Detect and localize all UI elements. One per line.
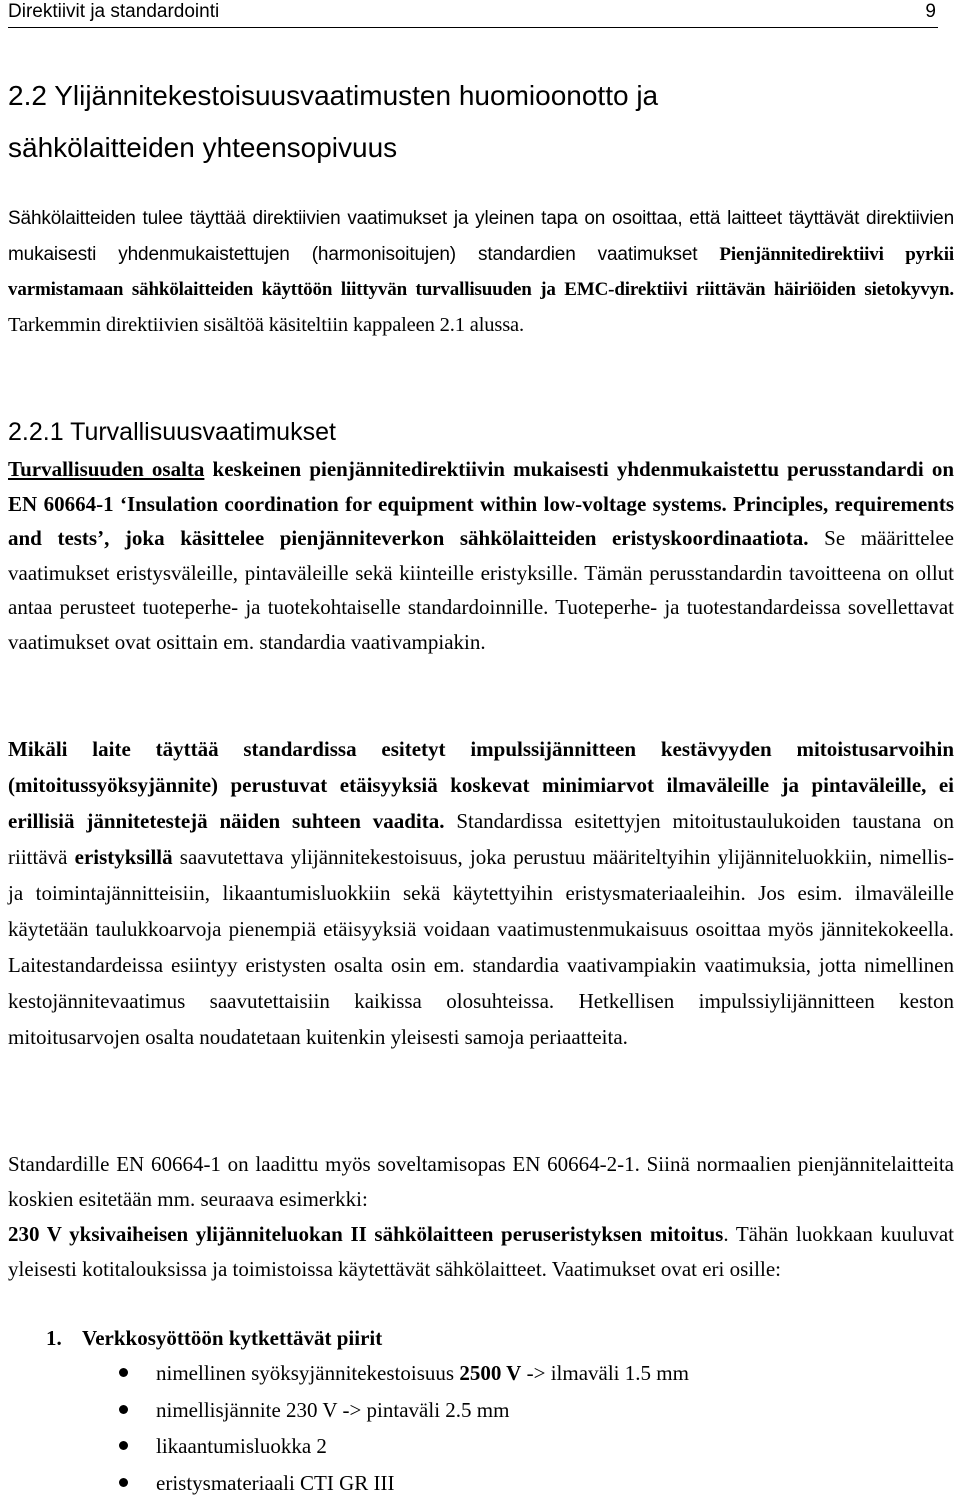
bullet-text: nimellisjännite 230 V -> pintaväli 2.5 mm bbox=[156, 1398, 509, 1422]
clearance-bold-2: eristyksillä bbox=[75, 845, 173, 869]
numbered-list bbox=[8, 1321, 938, 1355]
section-heading-line1: 2.2 Ylijännitekestoisuusvaatimusten huomioonotto ja bbox=[8, 80, 658, 111]
intro-text-2: Tarkemmin direktiivien sisältöä käsiteltiin kappaleen 2.1 alussa. bbox=[8, 314, 524, 336]
list-item-number: 1. bbox=[8, 1321, 82, 1355]
example-bold: 230 V yksivaiheisen ylijänniteluokan II sähkölaitteen peruseristyksen mitoitus bbox=[8, 1222, 723, 1246]
clearance-bold-1: Mikäli laite täyttää standardissa esitetyt impulssijännitteen kestävyyden mitoistusarvoihin (mitoitussyöksyjännite) perustuvat etäisyyksiä koskevat minimiarvot ilmaväleille ja pintaväleille, ei erillisiä jännitetestejä näiden suhteen vaadita. bbox=[8, 737, 954, 833]
bullet-text: nimellinen syöksyjännitekestoisuus bbox=[156, 1361, 459, 1385]
numbered-list-item bbox=[8, 1321, 938, 1355]
bullet-icon bbox=[119, 1405, 128, 1414]
bullet-icon bbox=[119, 1368, 128, 1377]
example-text-2: . Tähän luokkaan kuuluvat yleisesti kotitalouksissa ja toimistoissa käytettävät sähkölaitteet. Vaatimukset ovat eri osille: bbox=[8, 1222, 954, 1281]
bullet-text: eristysmateriaali CTI GR III bbox=[156, 1471, 395, 1495]
paragraph-safety bbox=[8, 452, 954, 660]
paragraph-clearance bbox=[8, 731, 954, 1055]
section-heading bbox=[8, 70, 938, 174]
bullet-item bbox=[8, 1392, 938, 1429]
header-title: Direktiivit ja standardointi bbox=[8, 0, 219, 24]
subsection-heading: 2.2.1 Turvallisuusvaatimukset bbox=[8, 412, 938, 452]
bullet-item bbox=[8, 1428, 938, 1465]
safety-underlined: Turvallisuuden osalta bbox=[8, 457, 204, 481]
bullet-text-post: -> ilmaväli 1.5 mm bbox=[521, 1361, 689, 1385]
intro-text-1: Sähkölaitteiden tulee täyttää direktiivien vaatimukset ja yleinen tapa on osoittaa, että laitteet täyttävät direktiivien mukaisesti yhdenmukaistettujen (harmonisoitujen) standardien vaatimukset bbox=[8, 208, 954, 265]
bullet-item bbox=[8, 1465, 938, 1501]
bullet-bold: 2500 V bbox=[459, 1361, 521, 1385]
clearance-text-2: saavutettava ylijännitekestoisuus, joka perustuu määriteltyihin ylijänniteluokkiin, nimellis- ja toimintajännitteisiin, likaantumisluokkiin sekä käytettyihin eristysmateriaaleihin. Jos esim. ilmaväleille käytetään taulukkoarvoja pienempiä etäisyyksiä voidaan vaatimustenmukaisuus osoittaa myös jännitekokeella. Laitestandardeissa esiintyy eristysten osalta osin em. standardia vaativampiakin vaatimuksia, jotta nimellinen kestojännitevaatimus saavutettaisiin kaikissa olosuhteissa. Hetkellisen impulssiylijännitteen keston mitoitusarvojen osalta noudatetaan kuitenkin yleisesti samoja periaatteita. bbox=[8, 845, 954, 1049]
clearance-text-1: Standardissa esitettyjen mitoitustaulukoiden taustana on riittävä bbox=[8, 809, 954, 869]
section-heading-line2: sähkölaitteiden yhteensopivuus bbox=[8, 132, 397, 163]
safety-bold: keskeinen pienjännitedirektiivin mukaisesti yhdenmukaistettu perusstandardi on EN 60664-1 ‘Insulation coordination for equipment within low-voltage systems. Principles, requirements and tests’, joka käsittelee pienjänniteverkon sähkölaitteiden eristyskoordinaatiota. bbox=[8, 457, 954, 550]
running-header bbox=[8, 0, 938, 28]
bullet-text: likaantumisluokka 2 bbox=[156, 1434, 327, 1458]
example-text-1: Standardille EN 60664-1 on laadittu myös soveltamisopas EN 60664-2-1. Siinä normaalien pienjännitelaitteita koskien esitetään mm. seuraava esimerkki: bbox=[8, 1152, 954, 1211]
paragraph-intro bbox=[8, 201, 954, 343]
bullet-icon bbox=[119, 1478, 128, 1487]
page-number: 9 bbox=[925, 0, 936, 24]
intro-bold: Pienjännitedirektiivi pyrkii varmistamaan sähkölaitteiden käyttöön liittyvän turvallisuuden ja EMC-direktiivi riittävän häiriöiden sietokyvyn. bbox=[8, 244, 954, 301]
list-item-label: Verkkosyöttöön kytkettävät piirit bbox=[82, 1326, 382, 1350]
bullet-item bbox=[8, 1355, 938, 1392]
bullet-list bbox=[8, 1355, 938, 1501]
paragraph-example bbox=[8, 1147, 954, 1287]
bullet-icon bbox=[119, 1441, 128, 1450]
safety-text: Se määrittelee vaatimukset eristysväleille, pintaväleille sekä kiinteille eristyksille. Tämän perusstandardin tavoitteena on ollut antaa perusteet tuoteperhe- ja tuotekohtaiselle standardoinnille. Tuoteperhe- ja tuotestandardeissa sovellettavat vaatimukset ovat osittain em. standardia vaativampiakin. bbox=[8, 526, 954, 654]
